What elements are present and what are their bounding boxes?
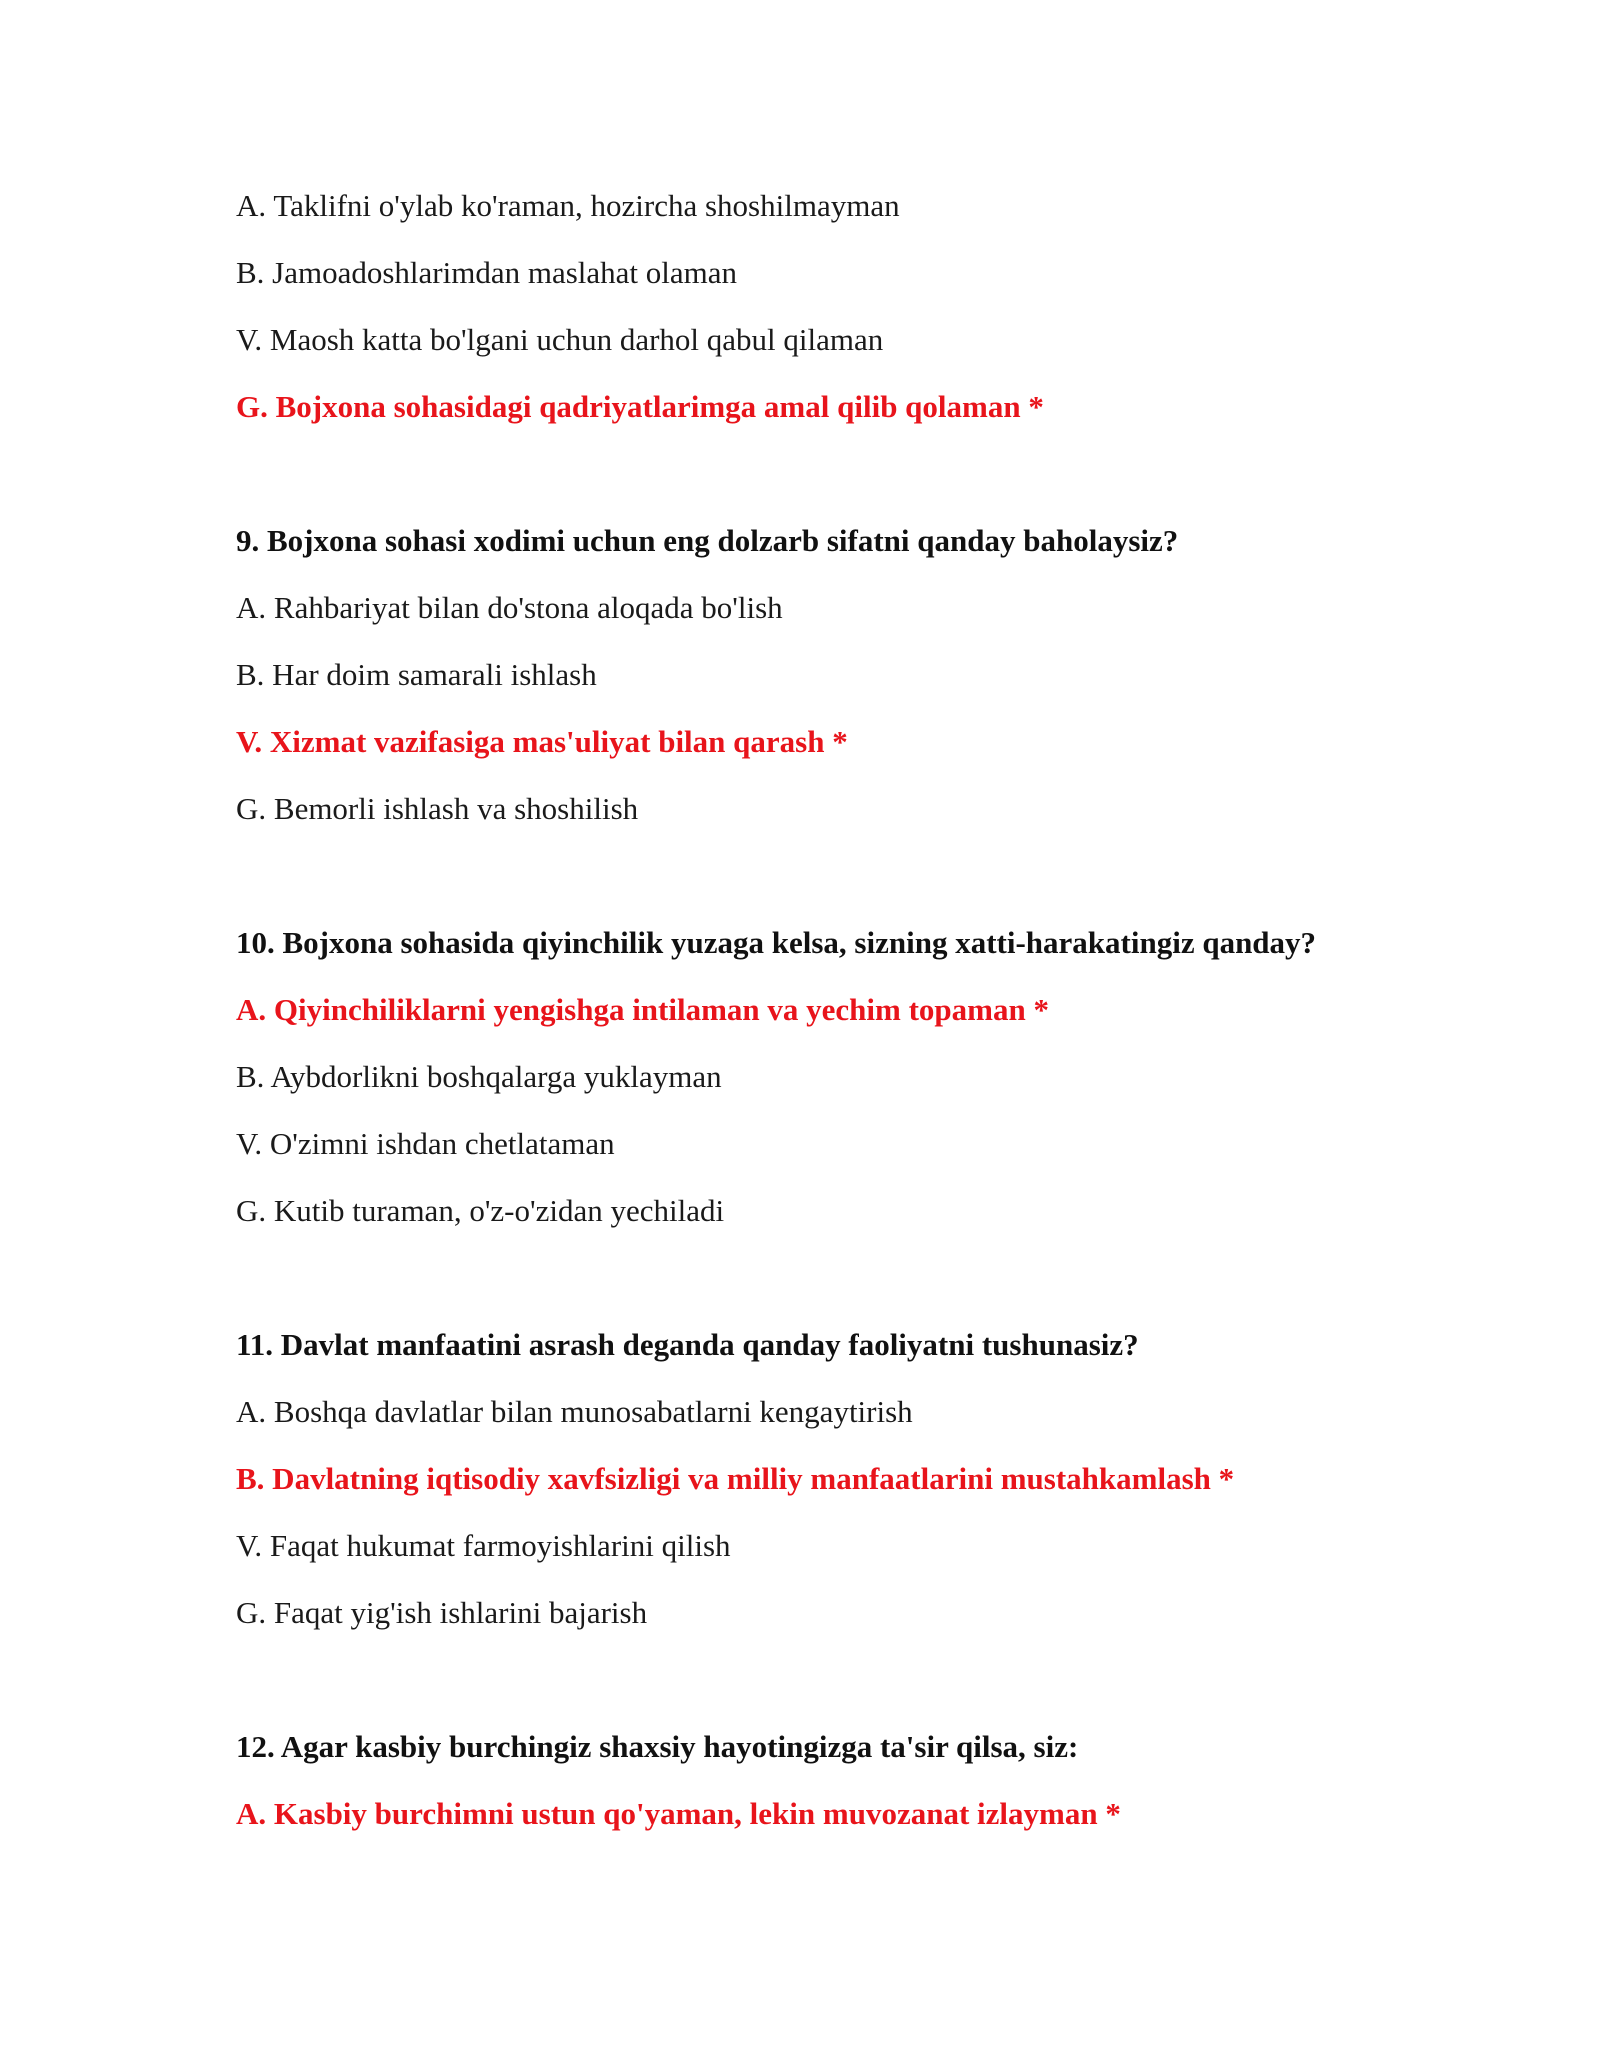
question-9: 9. Bojxona sohasi xodimi uchun eng dolzarb sifatni qanday baholaysiz? (236, 523, 1179, 558)
q9-option-v-correct: V. Xizmat vazifasiga mas'uliyat bilan qarash * (236, 724, 848, 759)
q11-option-b-correct: B. Davlatning iqtisodiy xavfsizligi va milliy manfaatlarini mustahkamlash * (236, 1461, 1235, 1496)
q11-option-v: V. Faqat hukumat farmoyishlarini qilish (236, 1528, 731, 1563)
question-11: 11. Davlat manfaatini asrash deganda qanday faoliyatni tushunasiz? (236, 1327, 1139, 1362)
q11-option-g: G. Faqat yig'ish ishlarini bajarish (236, 1595, 648, 1630)
q9-option-g: G. Bemorli ishlash va shoshilish (236, 791, 639, 826)
prev-option-g-correct: G. Bojxona sohasidagi qadriyatlarimga amal qilib qolaman * (236, 389, 1044, 424)
q12-option-a-correct: A. Kasbiy burchimni ustun qo'yaman, lekin muvozanat izlayman * (236, 1796, 1121, 1831)
q11-option-a: A. Boshqa davlatlar bilan munosabatlarni kengaytirish (236, 1394, 913, 1429)
prev-option-v: V. Maosh katta bo'lgani uchun darhol qabul qilaman (236, 322, 884, 357)
q10-option-a-correct: A. Qiyinchiliklarni yengishga intilaman va yechim topaman * (236, 992, 1049, 1027)
q10-option-v: V. O'zimni ishdan chetlataman (236, 1126, 615, 1161)
q9-option-b: B. Har doim samarali ishlash (236, 657, 597, 692)
q9-option-a: A. Rahbariyat bilan do'stona aloqada bo'lish (236, 590, 783, 625)
q10-option-b: B. Aybdorlikni boshqalarga yuklayman (236, 1059, 722, 1094)
q10-option-g: G. Kutib turaman, o'z-o'zidan yechiladi (236, 1193, 725, 1228)
question-10: 10. Bojxona sohasida qiyinchilik yuzaga kelsa, sizning xatti-harakatingiz qanday? (236, 925, 1317, 960)
prev-option-a: A. Taklifni o'ylab ko'raman, hozircha shoshilmayman (236, 188, 900, 223)
question-12: 12. Agar kasbiy burchingiz shaxsiy hayotingizga ta'sir qilsa, siz: (236, 1729, 1079, 1764)
prev-option-b: B. Jamoadoshlarimdan maslahat olaman (236, 255, 738, 290)
